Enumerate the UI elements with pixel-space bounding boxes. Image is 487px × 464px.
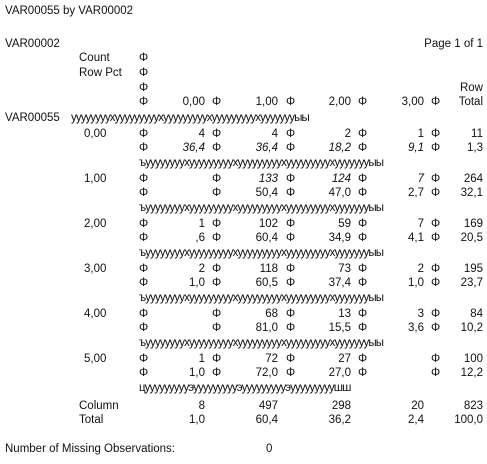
bar-glyph: Φ	[358, 367, 368, 379]
page-indicator: Page 1 of 1	[424, 38, 483, 50]
row-total: 169	[463, 218, 483, 230]
row-separator: ъуууууууухууууууууухууууууууухууууууууухуууууууыы	[139, 202, 384, 214]
missing-observations-value: 0	[266, 443, 273, 455]
bar-glyph: Φ	[431, 128, 441, 140]
bar-glyph: Φ	[212, 277, 222, 289]
column-total-pct: 1,0	[189, 414, 205, 426]
row-separator: ъуууууууухууууууууухууууууууухууууууууухуууууууыы	[139, 292, 384, 304]
row-label: 2,00	[84, 218, 107, 230]
report-title: VAR00055 by VAR00002	[5, 5, 134, 17]
bar-glyph: Φ	[139, 128, 149, 140]
missing-observations-label: Number of Missing Observations:	[5, 443, 176, 455]
cell-row-pct: 1,0	[408, 277, 424, 289]
cell-count: 13	[338, 308, 351, 320]
column-header: 3,00	[401, 96, 424, 108]
cell-count: 4	[198, 128, 205, 140]
bar-glyph: Φ	[212, 96, 222, 108]
bar-glyph: Φ	[139, 142, 149, 154]
cell-row-pct: 60,5	[255, 277, 278, 289]
legend-row-pct: Row Pct	[79, 67, 122, 79]
cell-count: 118	[259, 263, 278, 275]
bar-glyph: Φ	[358, 322, 368, 334]
row-total: 100	[463, 353, 483, 365]
bar-glyph: Φ	[139, 67, 149, 79]
bar-glyph: Φ	[431, 96, 441, 108]
column-total-label: Total	[79, 414, 104, 426]
bar-glyph: Φ	[358, 263, 368, 275]
bar-glyph: Φ	[358, 173, 368, 185]
cell-row-pct: 50,4	[255, 187, 278, 199]
bar-glyph: Φ	[139, 232, 149, 244]
bar-glyph: Φ	[431, 232, 441, 244]
cell-count: 124	[331, 173, 351, 185]
cell-row-pct: 3,6	[408, 322, 424, 334]
cell-count: 3	[417, 308, 424, 320]
bar-glyph: Φ	[286, 218, 296, 230]
bar-glyph: Φ	[358, 142, 368, 154]
cell-count: 2	[344, 128, 351, 140]
cell-count: 7	[417, 173, 424, 185]
cell-row-pct: 4,1	[408, 232, 424, 244]
row-separator: ъуууууууухууууууууухууууууууухууууууууухуууууууыы	[139, 337, 384, 349]
cell-row-pct: 34,9	[328, 232, 351, 244]
column-total-count: 298	[331, 400, 351, 412]
bar-glyph: Φ	[139, 187, 149, 199]
row-total-header: Row	[459, 82, 483, 94]
bar-glyph: Φ	[286, 322, 296, 334]
cell-count: 7	[417, 218, 424, 230]
bar-glyph: Φ	[286, 367, 296, 379]
cell-count: 1	[198, 353, 205, 365]
row-total-pct: 23,7	[460, 277, 483, 289]
cell-row-pct: 47,0	[328, 187, 351, 199]
bar-glyph: Φ	[212, 142, 222, 154]
bar-glyph: Φ	[139, 277, 149, 289]
bar-glyph: Φ	[212, 308, 222, 320]
cell-count: 4	[271, 128, 278, 140]
cell-count: 72	[265, 353, 278, 365]
column-total-label: Column	[79, 400, 119, 412]
bar-glyph: Φ	[139, 263, 149, 275]
bar-glyph: Φ	[286, 142, 296, 154]
cell-row-pct: 27,0	[328, 367, 351, 379]
bar-glyph: Φ	[358, 232, 368, 244]
cell-row-pct: 15,5	[328, 322, 351, 334]
bar-glyph: Φ	[286, 96, 296, 108]
bar-glyph: Φ	[139, 353, 149, 365]
column-total-pct: 36,2	[328, 414, 351, 426]
bar-glyph: Φ	[139, 322, 149, 334]
bar-glyph: Φ	[358, 218, 368, 230]
column-variable: VAR00002	[5, 38, 60, 50]
column-total-count: 497	[258, 400, 278, 412]
header-rule: уууууууухууууууууухууууууууухууууууууухуууууууыы	[71, 112, 309, 124]
cell-count: 1	[417, 128, 424, 140]
bar-glyph: Φ	[358, 308, 368, 320]
bar-glyph: Φ	[212, 173, 222, 185]
column-total-pct: 2,4	[408, 414, 424, 426]
bar-glyph: Φ	[212, 128, 222, 140]
cell-count: 133	[258, 173, 278, 185]
bar-glyph: Φ	[139, 96, 149, 108]
bar-glyph: Φ	[431, 263, 441, 275]
column-total-count: 20	[411, 400, 424, 412]
column-header: 1,00	[255, 96, 278, 108]
bar-glyph: Φ	[139, 173, 149, 185]
bar-glyph: Φ	[286, 308, 296, 320]
cell-row-pct: 81,0	[255, 322, 278, 334]
cell-row-pct: 2,7	[408, 187, 424, 199]
bar-glyph: Φ	[358, 96, 368, 108]
bar-glyph: Φ	[139, 308, 149, 320]
row-total: 195	[463, 263, 483, 275]
cell-row-pct: 72,0	[255, 367, 278, 379]
bar-glyph: Φ	[139, 82, 149, 94]
cell-count: 27	[338, 353, 351, 365]
row-total: 84	[470, 308, 483, 320]
bar-glyph: Φ	[431, 277, 441, 289]
bar-glyph: Φ	[286, 353, 296, 365]
bar-glyph: Φ	[431, 353, 441, 365]
row-total-pct: 1,3	[467, 142, 483, 154]
cell-count: 68	[265, 308, 278, 320]
cell-row-pct: 60,4	[255, 232, 278, 244]
bar-glyph: Φ	[431, 308, 441, 320]
bar-glyph: Φ	[358, 187, 368, 199]
cell-row-pct: 36,4	[255, 142, 278, 154]
cell-row-pct: 1,0	[189, 277, 205, 289]
column-total-count: 823	[463, 400, 483, 412]
bar-glyph: Φ	[139, 52, 149, 64]
cell-row-pct: 37,4	[328, 277, 351, 289]
column-header: 0,00	[182, 96, 205, 108]
row-label: 4,00	[84, 308, 107, 320]
cell-count: 1	[198, 218, 205, 230]
cell-count: 102	[258, 218, 278, 230]
bar-glyph: Φ	[212, 367, 222, 379]
cell-row-pct: 18,2	[328, 142, 351, 154]
bar-glyph: Φ	[212, 353, 222, 365]
bar-glyph: Φ	[286, 173, 296, 185]
bar-glyph: Φ	[212, 187, 222, 199]
bar-glyph: Φ	[139, 218, 149, 230]
cell-row-pct: 36,4	[182, 142, 205, 154]
cell-count: 2	[417, 263, 424, 275]
row-total-pct: 10,2	[460, 322, 483, 334]
row-label: 3,00	[84, 263, 107, 275]
bar-glyph: Φ	[212, 263, 222, 275]
cell-row-pct: 1,0	[189, 367, 205, 379]
bar-glyph: Φ	[358, 353, 368, 365]
cell-count: 2	[198, 263, 205, 275]
bar-glyph: Φ	[431, 187, 441, 199]
bar-glyph: Φ	[431, 218, 441, 230]
bar-glyph: Φ	[431, 142, 441, 154]
row-separator: ъуууууууухууууууууухууууууууухууууууууухуууууууыы	[139, 247, 384, 259]
bar-glyph: Φ	[286, 263, 296, 275]
cell-count: 73	[338, 263, 351, 275]
column-header: 2,00	[328, 96, 351, 108]
row-total-pct: 20,5	[460, 232, 483, 244]
bar-glyph: Φ	[286, 128, 296, 140]
cell-row-pct: ,6	[195, 232, 205, 244]
legend-count: Count	[79, 52, 110, 64]
bar-glyph: Φ	[212, 218, 222, 230]
bar-glyph: Φ	[431, 173, 441, 185]
bar-glyph: Φ	[286, 187, 296, 199]
bottom-rule: цуууууууууэуууууууууэуууууууууэууууууууушш	[139, 382, 351, 394]
row-separator: ъуууууууухууууууууухууууууууухууууууууухуууууууыы	[139, 157, 384, 169]
column-total-pct: 100,0	[454, 414, 483, 426]
bar-glyph: Φ	[431, 322, 441, 334]
row-label: 1,00	[84, 173, 107, 185]
row-total-pct: 12,2	[460, 367, 483, 379]
bar-glyph: Φ	[286, 277, 296, 289]
row-label: 0,00	[84, 128, 107, 140]
cell-row-pct: 9,1	[408, 142, 424, 154]
row-total-pct: 32,1	[460, 187, 483, 199]
bar-glyph: Φ	[286, 232, 296, 244]
row-total-header: Total	[458, 96, 483, 108]
row-total: 11	[471, 128, 483, 140]
column-total-count: 8	[198, 400, 205, 412]
bar-glyph: Φ	[431, 367, 441, 379]
row-total: 264	[463, 173, 483, 185]
column-total-pct: 60,4	[255, 414, 278, 426]
bar-glyph: Φ	[212, 322, 222, 334]
bar-glyph: Φ	[139, 367, 149, 379]
row-label: 5,00	[84, 353, 107, 365]
bar-glyph: Φ	[358, 128, 368, 140]
bar-glyph: Φ	[358, 277, 368, 289]
cell-count: 59	[338, 218, 351, 230]
bar-glyph: Φ	[212, 232, 222, 244]
row-variable: VAR00055	[5, 112, 60, 124]
